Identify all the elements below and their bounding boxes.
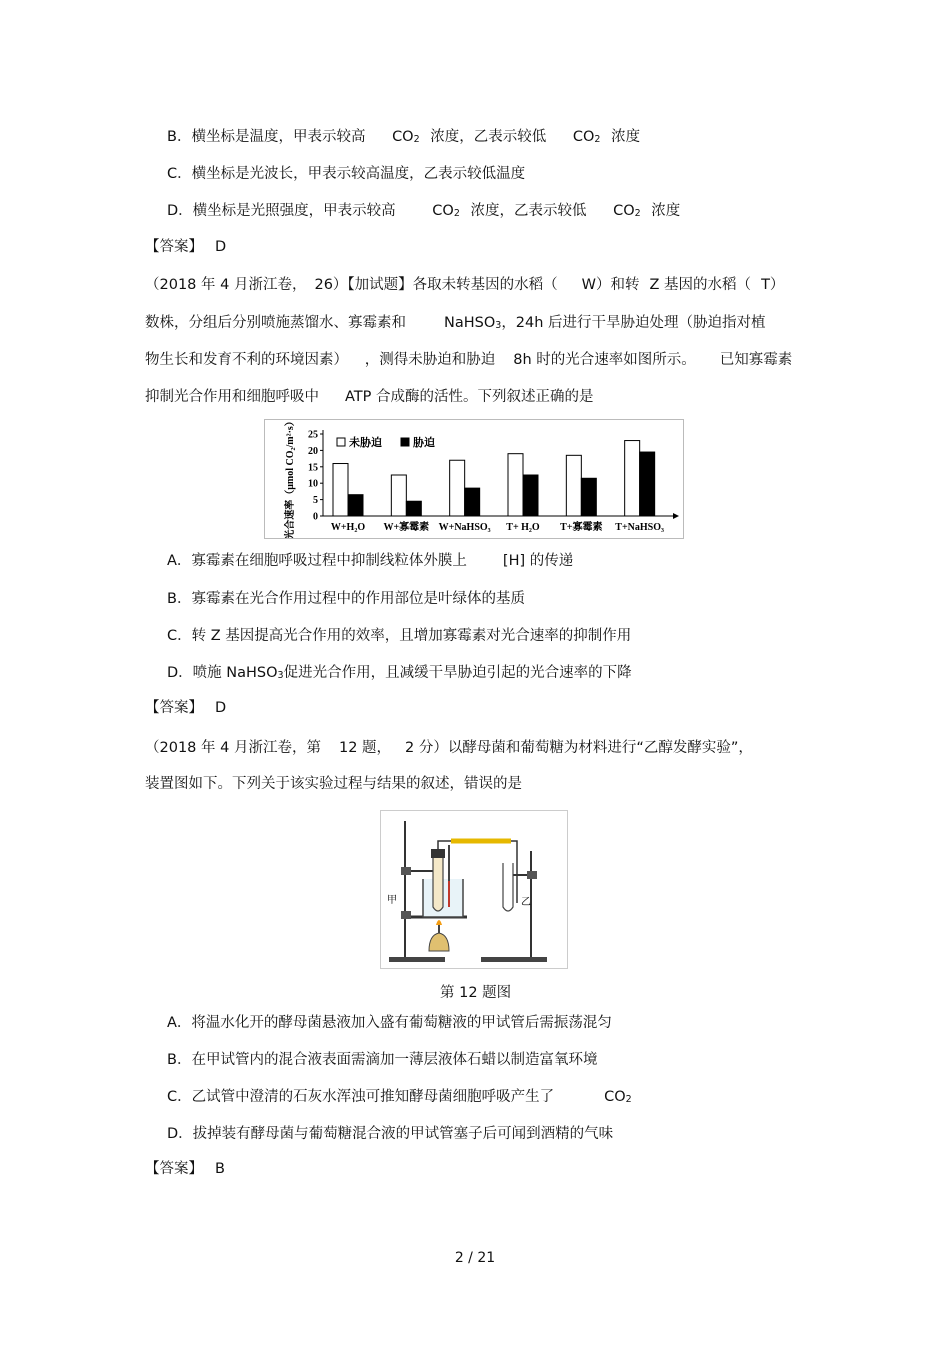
x-tick-label: W+NaHSO₃ <box>438 522 491 533</box>
legend-swatch <box>337 438 345 446</box>
option-d: D．横坐标是光照强度，甲表示较高 $CO_2$ 浓度，乙表示较低 $CO_2$ 浓度 <box>167 203 681 219</box>
x-tick-label: T+NaHSO₃ <box>615 522 665 533</box>
q26-line-4: 抑制光合作用和细胞呼吸中 ATP 合成酶的活性。下列叙述正确的是 <box>145 389 594 405</box>
label-yi: 乙 <box>521 897 531 908</box>
x-tick-label: T+寡霉素 <box>560 522 603 533</box>
answer-3: 【答案】 B <box>145 1161 225 1177</box>
y-tick-label: 15 <box>308 462 318 474</box>
q12-option-a: A．将温水化开的酵母菌悬液加入盛有葡萄糖液的甲试管后需振荡混匀 <box>167 1015 612 1031</box>
q26-line-2: 数株，分组后分别喷施蒸馏水、寡霉素和 NaHSO$_3$，24h 后进行干旱胁迫处理（胁迫指对植 <box>145 315 766 331</box>
bar <box>625 441 640 516</box>
legend-swatch <box>401 438 409 446</box>
q12-line-2: 装置图如下。下列关于该实验过程与结果的叙述，错误的是 <box>145 776 522 792</box>
q12-option-c: C．乙试管中澄清的石灰水浑浊可推知酵母菌细胞呼吸产生了 $CO_2$ <box>167 1089 632 1105</box>
y-tick-label: 10 <box>308 478 318 490</box>
photosynthesis-bar-chart <box>264 419 684 539</box>
q26-line-3: 物生长和发育不利的环境因素） ，测得未胁迫和胁迫 8h 时的光合速率如图所示。 已知寡霉素 <box>145 352 793 368</box>
y-tick-label: 20 <box>308 445 318 457</box>
q26-option-d: D．喷施 NaHSO$_3$促进光合作用，且减缓干旱胁迫引起的光合速率的下降 <box>167 665 632 681</box>
chart-svg <box>265 420 683 538</box>
apparatus-svg <box>381 811 567 968</box>
q12-option-d: D．拔掉装有酵母菌与葡萄糖混合液的甲试管塞子后可闻到酒精的气味 <box>167 1126 614 1142</box>
bar <box>523 475 538 516</box>
q26-option-b: B．寡霉素在光合作用过程中的作用部位是叶绿体的基质 <box>167 591 525 607</box>
option-b: B．横坐标是温度，甲表示较高 $CO_2$ 浓度，乙表示较低 $CO_2$ 浓度 <box>167 129 641 145</box>
answer-1: 【答案】 D <box>145 239 227 255</box>
bar <box>348 495 363 516</box>
label-jia: 甲 <box>387 895 397 906</box>
page-number: 2 / 21 <box>454 1250 496 1266</box>
bar <box>450 460 465 516</box>
fermentation-apparatus-figure <box>380 810 568 969</box>
y-tick-label: 0 <box>313 511 318 523</box>
bar <box>406 501 421 516</box>
x-tick-label: W+寡霉素 <box>383 522 430 533</box>
q12-line-1: （2018 年 4 月浙江卷，第 12 题， 2 分）以酵母菌和葡萄糖为材料进行“乙醇发酵实验”， <box>145 740 753 756</box>
bar <box>391 475 406 516</box>
x-tick-label: T+ H₂O <box>506 522 540 533</box>
q12-option-b: B．在甲试管内的混合液表面需滴加一薄层液体石蜡以制造富氧环境 <box>167 1052 598 1068</box>
y-tick-label: 25 <box>308 429 318 441</box>
option-c: C．横坐标是光波长，甲表示较高温度，乙表示较低温度 <box>167 166 526 182</box>
answer-2: 【答案】 D <box>145 700 227 716</box>
y-tick-label: 5 <box>313 495 318 507</box>
x-tick-label: W+H₂O <box>330 522 366 533</box>
figure-caption: 第 12 题图 <box>440 985 512 1001</box>
legend-label: 未胁迫 <box>349 436 382 449</box>
bar <box>508 454 523 516</box>
bar <box>640 452 655 516</box>
q26-option-c: C．转 Z 基因提高光合作用的效率，且增加寡霉素对光合速率的抑制作用 <box>167 628 632 644</box>
q26-option-a: A．寡霉素在细胞呼吸过程中抑制线粒体外膜上 [H] 的传递 <box>167 553 574 569</box>
x-axis-arrow <box>673 513 679 519</box>
bar <box>465 488 480 516</box>
y-axis-label: 光合速率（μmol CO₂/m²·s） <box>285 420 296 538</box>
legend-label: 胁迫 <box>413 436 435 449</box>
bar <box>566 455 581 516</box>
bar <box>581 478 596 516</box>
q26-line-1: （2018 年 4 月浙江卷， 26）【加试题】各取未转基因的水稻（ W）和转 Z 基因的水稻（ T） <box>145 277 785 293</box>
bar <box>333 464 348 516</box>
